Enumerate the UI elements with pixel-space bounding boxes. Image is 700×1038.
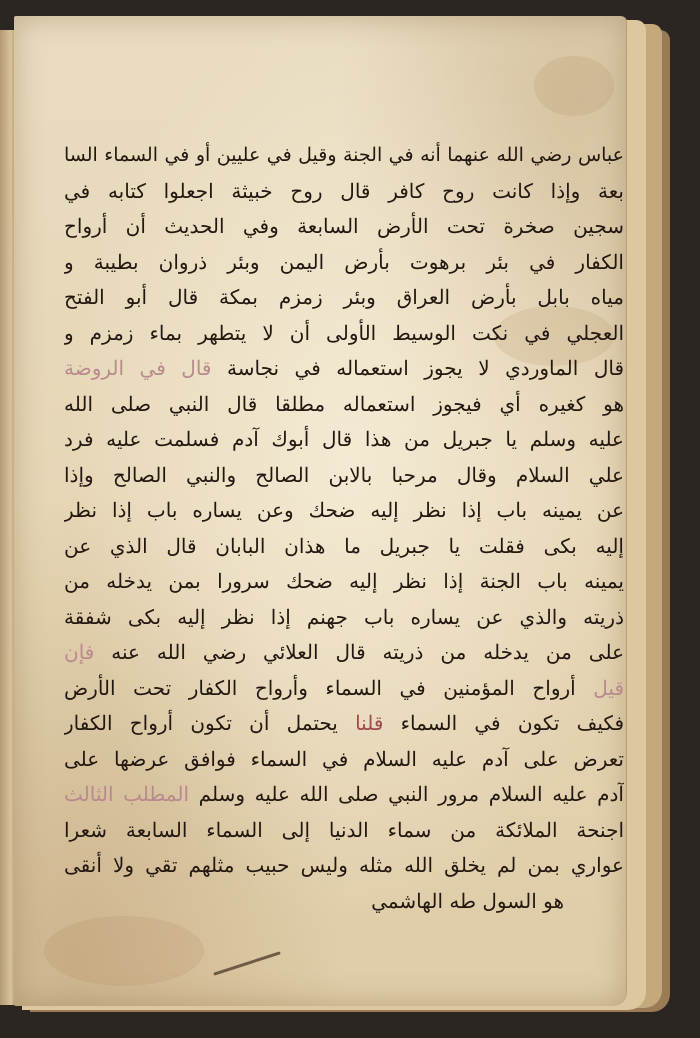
- text-line-4: الكفار في بئر برهوت بأرض اليمن وبئر ذروان بطيبة و: [64, 249, 624, 274]
- rubric-marker: المطلب الثالث: [64, 782, 190, 806]
- manuscript-page: [14, 16, 626, 1006]
- text-line-19: آدم عليه السلام مرور النبي صلى الله عليه وسلم المطلب الثالث: [64, 782, 624, 806]
- text-line-20: اجنحة الملائكة من سماء الدنيا إلى السماء السابعة شعرا: [64, 817, 624, 842]
- text-line-21: عواري بمن لم يخلق الله مثله وليس حبيب مثلهم تقي ولا أنقى: [64, 853, 624, 877]
- paper-stain: [44, 916, 204, 986]
- text-line-3: سجين صخرة تحت الأرض السابعة وفي الحديث أن أرواح: [64, 214, 624, 238]
- text-line-14: ذريته والذي عن يساره باب جهنم إذا نظر إليه بكى شفقة: [64, 604, 624, 629]
- manuscript-text-block: [64, 138, 624, 919]
- rubric-marker: قلنا: [355, 711, 384, 735]
- text-line-11: عن يمينه باب إذا نظر إليه ضحك وعن يساره باب إذا نظر: [64, 498, 624, 522]
- paper-stain: [534, 56, 614, 116]
- text-line-16: قيل أرواح المؤمنين في السماء وأرواح الكفار تحت الأرض: [64, 675, 624, 700]
- text-line-15: على من يدخله من ذريته قال العلائي رضي الله عنه فإن: [64, 640, 624, 664]
- rubric-marker: فإن: [64, 640, 95, 664]
- text-line-17: فكيف تكون في السماء قلنا يحتمل أن تكون أرواح الكفار: [64, 711, 624, 735]
- rubric-marker: قال في الروضة: [64, 356, 212, 380]
- text-line-5: مياه بابل بأرض العراق وبئر زمزم بمكة قال أبو الفتح: [64, 285, 624, 309]
- text-line-18: تعرض على آدم عليه السلام في السماء فوافق عرضها على: [64, 746, 624, 771]
- text-line-7: قال الماوردي لا يجوز استعماله في نجاسة قال في الروضة: [64, 356, 624, 380]
- text-line-13: يمينه باب الجنة إذا نظر إليه ضحك سرورا بمن يدخله من: [64, 569, 624, 593]
- text-line-22: هو السول طه الهاشمي: [371, 888, 564, 913]
- text-line-2: بعة وإذا كانت روح كافر قال روح خبيثة اجعلوا كتابه في: [64, 178, 624, 203]
- pen-stroke-mark: [213, 951, 281, 975]
- text-line-6: العجلي في نكت الوسيط الأولى أن لا يتطهر بماء زمزم و: [64, 320, 624, 345]
- text-line-10: علي السلام وقال مرحبا بالابن الصالح والنبي الصالح وإذا: [64, 462, 624, 487]
- text-line-12: إليه بكى فقلت يا جبريل ما هذان البابان قال الذي عن: [64, 533, 624, 558]
- rubric-marker: قيل: [593, 675, 624, 700]
- text-line-9: عليه وسلم يا جبريل من هذا قال أبوك آدم فسلمت عليه فرد: [64, 427, 624, 451]
- text-line-1: عباس رضي الله عنهما أنه في الجنة وقيل في عليين أو في السماء السا: [64, 144, 624, 166]
- text-line-8: هو كغيره أي فيجوز استعماله مطلقا قال النبي صلى الله: [64, 391, 624, 416]
